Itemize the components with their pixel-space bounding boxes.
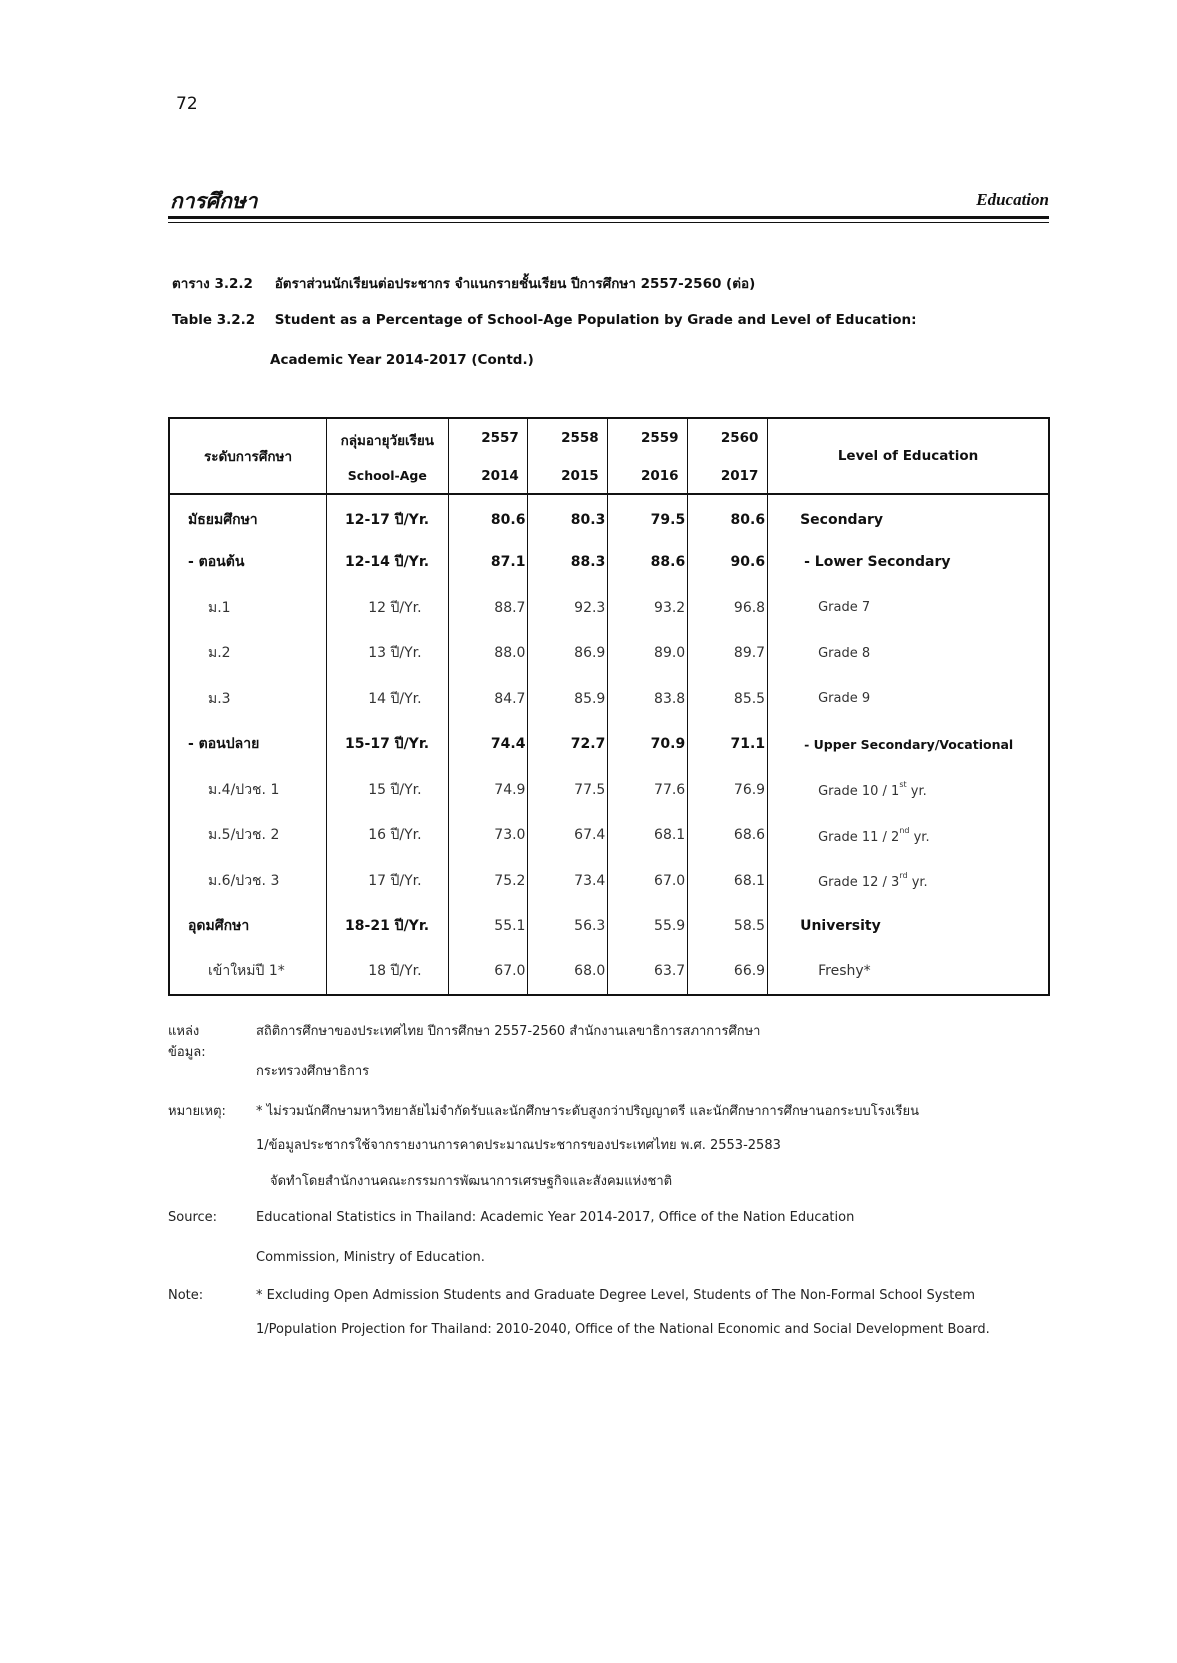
- cell-age: 12-14 ปี/Yr.: [327, 540, 449, 586]
- cell-value: 70.9: [608, 722, 688, 768]
- cell-value: 77.5: [528, 767, 608, 813]
- cell-age: 17 ปี/Yr.: [327, 858, 449, 904]
- table-header-row: [169, 418, 1049, 494]
- ordinal-suffix: nd: [899, 825, 910, 835]
- cell-value: 77.6: [608, 767, 688, 813]
- year-suffix: yr.: [907, 875, 928, 891]
- year-suffix: yr.: [909, 829, 930, 845]
- cell-value: 68.6: [688, 813, 768, 859]
- cell-level-thai: ม.1: [169, 585, 327, 631]
- cell-age: 18 ปี/Yr.: [327, 949, 449, 995]
- header-year-th: 2560: [720, 430, 759, 446]
- cell-value: 80.6: [448, 494, 528, 540]
- cell-value: 84.7: [448, 676, 528, 722]
- table-row: [169, 858, 1049, 904]
- cell-value: 85.9: [528, 676, 608, 722]
- header-year-en: 2014: [481, 468, 519, 484]
- table-row: [169, 540, 1049, 586]
- grade-label: Grade 10 / 1: [818, 784, 900, 800]
- header-year-4: [688, 418, 768, 494]
- cell-value: 96.8: [688, 585, 768, 631]
- cell-level-thai: มัธยมศึกษา: [169, 494, 327, 540]
- cell-value: 56.3: [528, 904, 608, 950]
- header-age-thai: กลุ่มอายุวัยเรียน: [340, 433, 435, 449]
- header-year-th: 2557: [481, 430, 519, 446]
- ordinal-suffix: st: [899, 780, 907, 790]
- grade-label: Grade 12 / 3: [818, 875, 900, 891]
- cell-value: 86.9: [528, 631, 608, 677]
- cell-value: 80.3: [528, 494, 608, 540]
- cell-level-english: Secondary: [800, 512, 884, 529]
- cell-age: 13 ปี/Yr.: [327, 631, 449, 677]
- cell-level-thai: ม.2: [169, 631, 327, 677]
- note-thai-line1: * ไม่รวมนักศึกษามหาวิทยาลัยไม่จำกัดรับและนักศึกษาระดับสูงกว่าปริญญาตรี และนักศึกษาการศึกษานอกระบบโรงเรียน: [256, 1104, 919, 1119]
- table-label-thai: ตาราง 3.2.2: [172, 276, 253, 292]
- page-number: 72: [176, 94, 198, 114]
- note-english-line2: 1/Population Projection for Thailand: 2010-2040, Office of the National Economic and Social Development Board.: [256, 1322, 990, 1337]
- cell-level-english: [768, 767, 1049, 813]
- cell-value: 68.1: [688, 858, 768, 904]
- cell-value: 90.6: [688, 540, 768, 586]
- cell-value: 88.6: [608, 540, 688, 586]
- cell-level-thai: อุดมศึกษา: [169, 904, 327, 950]
- table-row: [169, 904, 1049, 950]
- education-table: [168, 417, 1050, 996]
- cell-value: 73.4: [528, 858, 608, 904]
- header-level-english: Level of Education: [768, 418, 1049, 494]
- cell-value: 88.7: [448, 585, 528, 631]
- header-year-2: [528, 418, 608, 494]
- cell-value: 67.0: [448, 949, 528, 995]
- cell-value: 58.5: [688, 904, 768, 950]
- note-english-label: Note:: [168, 1288, 204, 1303]
- header-year-1: [448, 418, 528, 494]
- note-thai-line2: 1/ข้อมูลประชากรใช้จากรายงานการคาดประมาณประชากรของประเทศไทย พ.ศ. 2553-2583: [256, 1138, 781, 1153]
- cell-level-english: Grade 8: [818, 645, 871, 661]
- cell-age: 16 ปี/Yr.: [327, 813, 449, 859]
- cell-value: 87.1: [448, 540, 528, 586]
- ordinal-suffix: rd: [899, 871, 908, 881]
- cell-level-english: - Lower Secondary: [804, 554, 951, 571]
- cell-age: 12-17 ปี/Yr.: [327, 494, 449, 540]
- cell-level-english: Freshy*: [818, 963, 871, 980]
- cell-level-thai: ม.3: [169, 676, 327, 722]
- cell-level-thai: - ตอนปลาย: [169, 722, 327, 768]
- header-school-age: [327, 418, 449, 494]
- table-row: [169, 676, 1049, 722]
- header-year-en: 2017: [720, 468, 759, 484]
- note-english-line1: * Excluding Open Admission Students and Graduate Degree Level, Students of The Non-Formal School System: [256, 1288, 975, 1303]
- grade-label: Grade 11 / 2: [818, 829, 900, 845]
- cell-level-english: Grade 9: [818, 691, 871, 707]
- table-caption-thai: [172, 272, 755, 294]
- source-english-label: Source:: [168, 1210, 218, 1225]
- header-rule-thin: [168, 222, 1049, 223]
- cell-value: 83.8: [608, 676, 688, 722]
- header-year-3: [608, 418, 688, 494]
- cell-value: 68.1: [608, 813, 688, 859]
- cell-age: 15-17 ปี/Yr.: [327, 722, 449, 768]
- cell-value: 72.7: [528, 722, 608, 768]
- cell-value: 75.2: [448, 858, 528, 904]
- table-row: [169, 813, 1049, 859]
- cell-value: 92.3: [528, 585, 608, 631]
- cell-value: 89.7: [688, 631, 768, 677]
- source-english-line2: Commission, Ministry of Education.: [256, 1250, 485, 1265]
- cell-age: 12 ปี/Yr.: [327, 585, 449, 631]
- cell-value: 66.9: [688, 949, 768, 995]
- cell-value: 68.0: [528, 949, 608, 995]
- source-thai-line1: สถิติการศึกษาของประเทศไทย ปีการศึกษา 2557-2560 สำนักงานเลขาธิการสภาการศึกษา: [256, 1024, 761, 1039]
- table-title-english-line2: Academic Year 2014-2017 (Contd.): [270, 352, 534, 368]
- source-english-line1: Educational Statistics in Thailand: Academic Year 2014-2017, Office of the Nation Education: [256, 1210, 855, 1225]
- table-row: [169, 585, 1049, 631]
- table-row: [169, 767, 1049, 813]
- header-level-thai: ระดับการศึกษา: [169, 418, 327, 494]
- table-title-thai: อัตราส่วนนักเรียนต่อประชากร จำแนกรายชั้นเรียน ปีการศึกษา 2557-2560 (ต่อ): [274, 276, 756, 292]
- table-title-english-line1: Student as a Percentage of School-Age Population by Grade and Level of Education:: [274, 312, 917, 328]
- table-caption-english: [172, 312, 917, 328]
- cell-value: 89.0: [608, 631, 688, 677]
- cell-value: 74.4: [448, 722, 528, 768]
- table-row: [169, 494, 1049, 540]
- header-rule-thick: [168, 216, 1049, 219]
- table-row: [169, 722, 1049, 768]
- cell-value: 71.1: [688, 722, 768, 768]
- cell-level-english: [768, 858, 1049, 904]
- year-suffix: yr.: [906, 784, 927, 800]
- cell-value: 55.1: [448, 904, 528, 950]
- cell-age: 18-21 ปี/Yr.: [327, 904, 449, 950]
- source-thai-label: แหล่งข้อมูล:: [168, 1024, 206, 1060]
- cell-value: 63.7: [608, 949, 688, 995]
- cell-level-english: - Upper Secondary/Vocational: [804, 736, 1014, 752]
- cell-value: 76.9: [688, 767, 768, 813]
- cell-level-english: University: [800, 918, 881, 935]
- header-year-en: 2015: [561, 468, 599, 484]
- header-year-en: 2016: [640, 468, 679, 484]
- header-age-english: School-Age: [347, 468, 427, 483]
- cell-value: 93.2: [608, 585, 688, 631]
- cell-level-thai: ม.5/ปวช. 2: [169, 813, 327, 859]
- cell-level-thai: - ตอนต้น: [169, 540, 327, 586]
- cell-value: 55.9: [608, 904, 688, 950]
- header-year-th: 2558: [561, 430, 599, 446]
- section-header-english: Education: [976, 190, 1049, 209]
- cell-value: 88.3: [528, 540, 608, 586]
- table-label-english: Table 3.2.2: [172, 312, 256, 328]
- cell-value: 85.5: [688, 676, 768, 722]
- note-thai-label: หมายเหตุ:: [168, 1104, 226, 1119]
- cell-value: 80.6: [688, 494, 768, 540]
- cell-level-english: [768, 813, 1049, 859]
- header-year-th: 2559: [640, 430, 679, 446]
- section-header-thai: การศึกษา: [170, 189, 258, 213]
- cell-value: 67.0: [608, 858, 688, 904]
- cell-value: 88.0: [448, 631, 528, 677]
- cell-value: 67.4: [528, 813, 608, 859]
- table-row: [169, 631, 1049, 677]
- cell-age: 15 ปี/Yr.: [327, 767, 449, 813]
- cell-level-thai: ม.4/ปวช. 1: [169, 767, 327, 813]
- note-thai-line3: จัดทำโดยสำนักงานคณะกรรมการพัฒนาการเศรษฐกิจและสังคมแห่งชาติ: [270, 1174, 673, 1189]
- cell-age: 14 ปี/Yr.: [327, 676, 449, 722]
- cell-value: 74.9: [448, 767, 528, 813]
- cell-level-thai: เข้าใหม่ปี 1*: [169, 949, 327, 995]
- cell-level-thai: ม.6/ปวช. 3: [169, 858, 327, 904]
- cell-value: 73.0: [448, 813, 528, 859]
- cell-value: 79.5: [608, 494, 688, 540]
- cell-level-english: Grade 7: [818, 600, 871, 616]
- source-thai-line2: กระทรวงศึกษาธิการ: [256, 1064, 370, 1079]
- table-row: [169, 949, 1049, 995]
